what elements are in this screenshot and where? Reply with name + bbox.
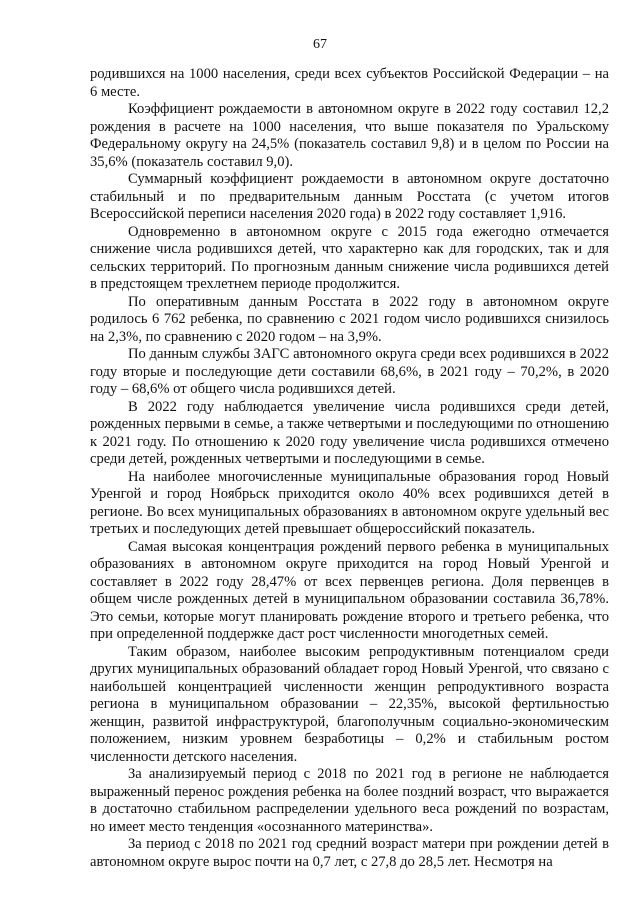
paragraph: Самая высокая концентрация рождений первого ребенка в муниципальных образованиях в автономном округе приходится на город Новый Уренгой и составляет в 2022 году 28,47% от всех первенцев региона. Доля первенцев в общем числе рожденных детей в муниципальном образовании составила 36,78%. Это семьи, которые могут планировать рождение второго и третьего ребенка, что при определенной поддержке даст рост численности многодетных семей.: [90, 538, 609, 642]
paragraph: Таким образом, наиболее высоким репродуктивным потенциалом среди других муниципальных образований обладает город Новый Уренгой, что связано с наибольшей концентрацией численности женщин репродуктивного возраста региона в муниципальном образовании – 22,35%, высокой фертильностью женщин, развитой инфраструктурой, благополучным социально-экономическим положением, низким уровнем безработицы – 0,2% и стабильным ростом численности детского населения.: [90, 643, 609, 765]
paragraph: Одновременно в автономном округе с 2015 года ежегодно отмечается снижение числа родившихся детей, что характерно как для городских, так и для сельских территорий. По прогнозным данным снижение числа родившихся детей в предстоящем трехлетнем периоде продолжится.: [90, 223, 609, 292]
page-number: 67: [313, 37, 327, 52]
paragraph: Суммарный коэффициент рождаемости в автономном округе достаточно стабильный и по предварительным данным Росстата (с учетом итогов Всероссийской переписи населения 2020 года) в 2022 году составляет 1,916.: [90, 171, 609, 222]
paragraph: В 2022 году наблюдается увеличение числа родившихся среди детей, рожденных первыми в семье, а также четвертыми и последующими по отношению к 2021 году. По отношению к 2020 году увеличение числа родившихся отмечено среди детей, рожденных четвертыми и последующими в семье.: [90, 398, 609, 467]
paragraph: родившихся на 1000 населения, среди всех субъектов Российской Федерации – на 6 месте.: [90, 66, 609, 100]
paragraph: По оперативным данным Росстата в 2022 году в автономном округе родилось 6 762 ребенка, по сравнению с 2021 годом число родившихся снизилось на 2,3%, по сравнению с 2020 годом – на 3,9%.: [90, 293, 609, 345]
paragraph: За анализируемый период с 2018 по 2021 год в регионе не наблюдается выраженный перенос рождения ребенка на более поздний возраст, что выражается в достаточно стабильном распределении удельного веса рождений по возрастам, но имеет место тенденция «осознанного материнства».: [90, 766, 609, 835]
paragraph: За период с 2018 по 2021 год средний возраст матери при рождении детей в автономном округе вырос почти на 0,7 лет, с 27,8 до 28,5 лет. Несмотря на: [90, 836, 609, 870]
paragraph: На наиболее многочисленные муниципальные образования город Новый Уренгой и город Ноябрьск приходится около 40% всех родившихся детей в регионе. Во всех муниципальных образованиях в автономном округе удельный вес третьих и последующих детей превышает общероссийский показатель.: [90, 468, 609, 537]
body-text: [90, 66, 609, 871]
paragraph: По данным службы ЗАГС автономного округа среди всех родившихся в 2022 году вторые и последующие дети составили 68,6%, в 2021 году – 70,2%, в 2020 году – 68,6% от общего числа родившихся детей.: [90, 346, 609, 397]
paragraph: Коэффициент рождаемости в автономном округе в 2022 году составил 12,2 рождения в расчете на 1000 населения, что выше показателя по Уральскому Федеральному округу на 24,5% (показатель составил 9,8) и в целом по России на 35,6% (показатель составил 9,0).: [90, 101, 609, 170]
